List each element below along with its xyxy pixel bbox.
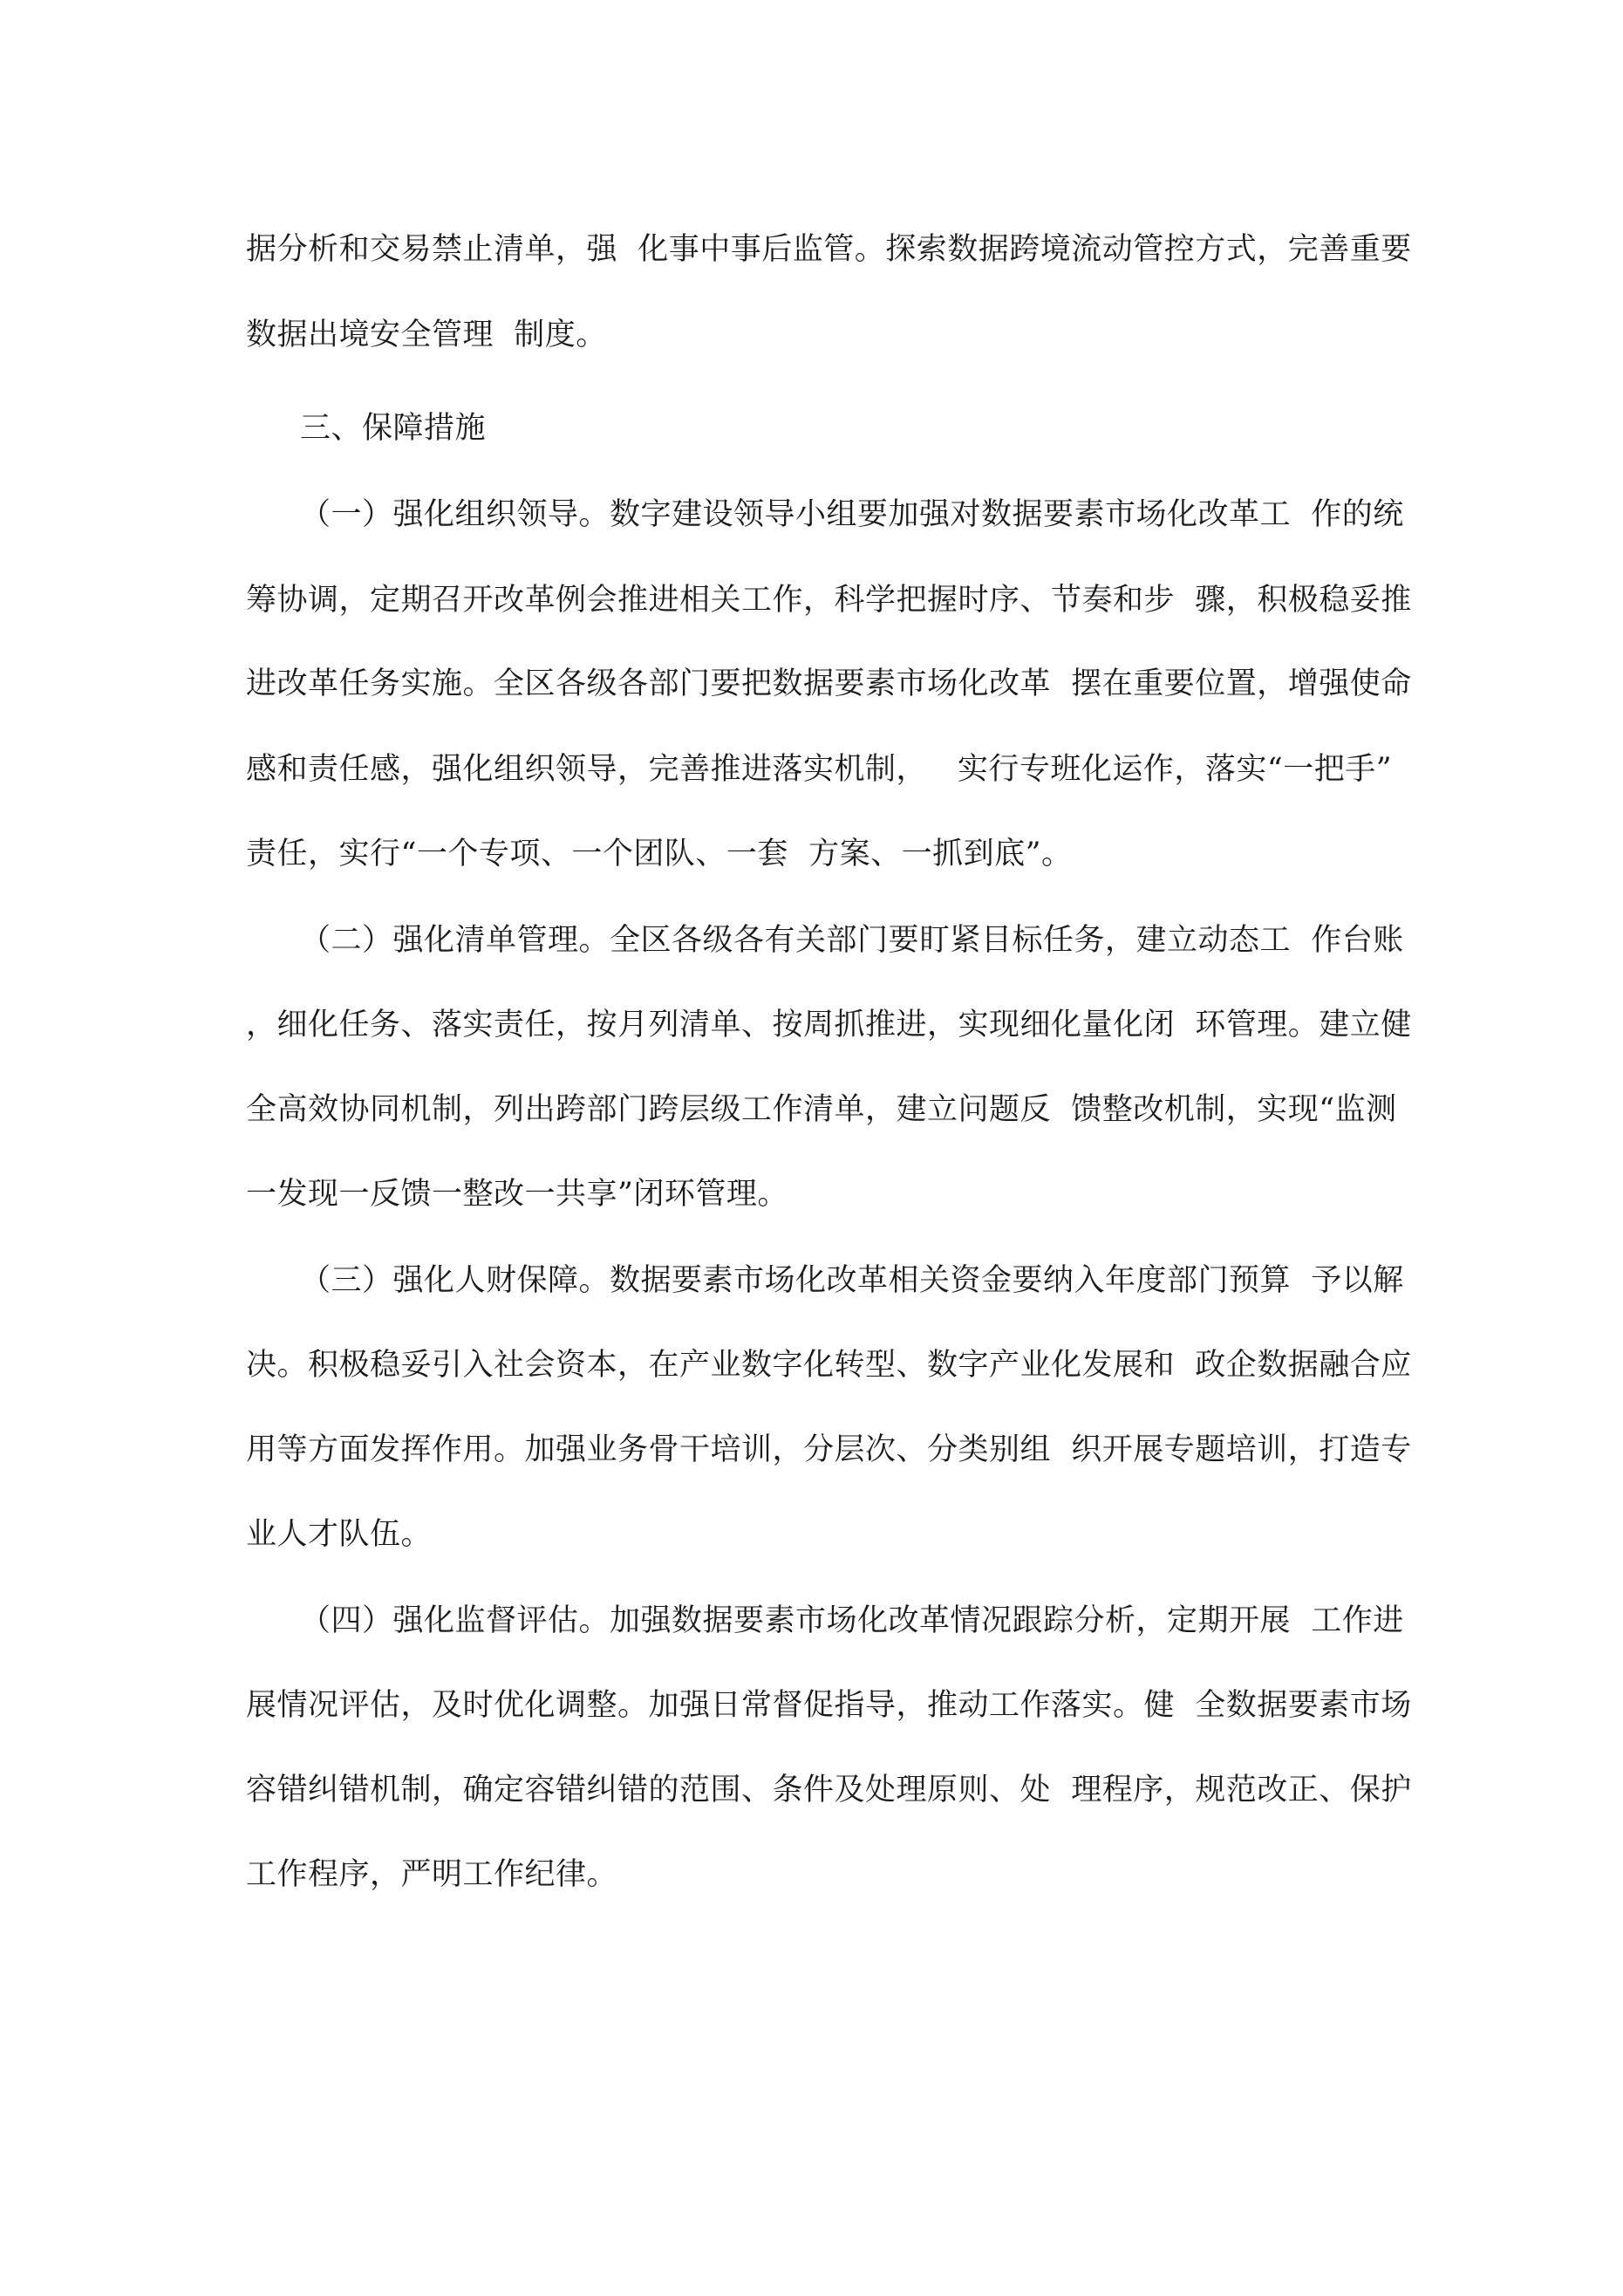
paragraph-2-line-4: 一发现一反馈一整改一共享”闭环管理。 <box>246 1177 788 1212</box>
paragraph-4-line-3: 容错纠错机制，确定容错纠错的范围、条件及处理原则、处 理程序，规范改正、保护 <box>246 1773 1412 1807</box>
paragraph-1-line-3: 进改革任务实施。全区各级各部门要把数据要素市场化改革 摆在重要位置，增强使命 <box>246 666 1412 701</box>
paragraph-1-line-4: 感和责任感，强化组织领导，完善推进落实机制， 实行专班化运作，落实“一把手” <box>246 752 1393 787</box>
paragraph-1-line-5: 责任，实行“一个专项、一个团队、一套 方案、一抓到底”。 <box>246 837 1073 871</box>
paragraph-3-line-2: 决。积极稳妥引入社会资本，在产业数字化转型、数字产业化发展和 政企数据融合应 <box>246 1348 1412 1383</box>
paragraph-3-line-3: 用等方面发挥作用。加强业务骨干培训，分层次、分类别组 织开展专题培训，打造专 <box>246 1432 1412 1467</box>
paragraph-1-line-2: 筹协调，定期召开改革例会推进相关工作，科学把握时序、节奏和步 骤，积极稳妥推 <box>246 583 1412 618</box>
paragraph-4-line-4: 工作程序，严明工作纪律。 <box>246 1857 618 1892</box>
paragraph-3-line-1: （三）强化人财保障。数据要素市场化改革相关资金要纳入年度部门预算 予以解 <box>300 1263 1404 1298</box>
paragraph-2-line-1: （二）强化清单管理。全区各级各有关部门要盯紧目标任务，建立动态工 作台账 <box>300 923 1404 958</box>
paragraph-2-line-2: ，细化任务、落实责任，按月列清单、按周抓推进，实现细化量化闭 环管理。建立健 <box>246 1008 1412 1042</box>
paragraph-1-line-1: （一）强化组织领导。数字建设领导小组要加强对数据要素市场化改革工 作的统 <box>300 497 1404 532</box>
paragraph-2-line-3: 全高效协同机制，列出跨部门跨层级工作清单，建立问题反 馈整改机制，实现“监测 <box>246 1092 1397 1127</box>
paragraph-4-line-1: （四）强化监督评估。加强数据要素市场化改革情况跟踪分析，定期开展 工作进 <box>300 1603 1404 1638</box>
paragraph-3-line-4: 业人才队伍。 <box>246 1517 433 1552</box>
paragraph-4-line-2: 展情况评估，及时优化调整。加强日常督促指导，推动工作落实。健 全数据要素市场 <box>246 1688 1412 1723</box>
text-line-2: 数据出境安全管理 制度。 <box>246 318 607 352</box>
text-line-1: 据分析和交易禁止清单，强 化事中事后监管。探索数据跨境流动管控方式，完善重要 <box>246 232 1412 267</box>
section-heading: 三、保障措施 <box>300 411 487 446</box>
